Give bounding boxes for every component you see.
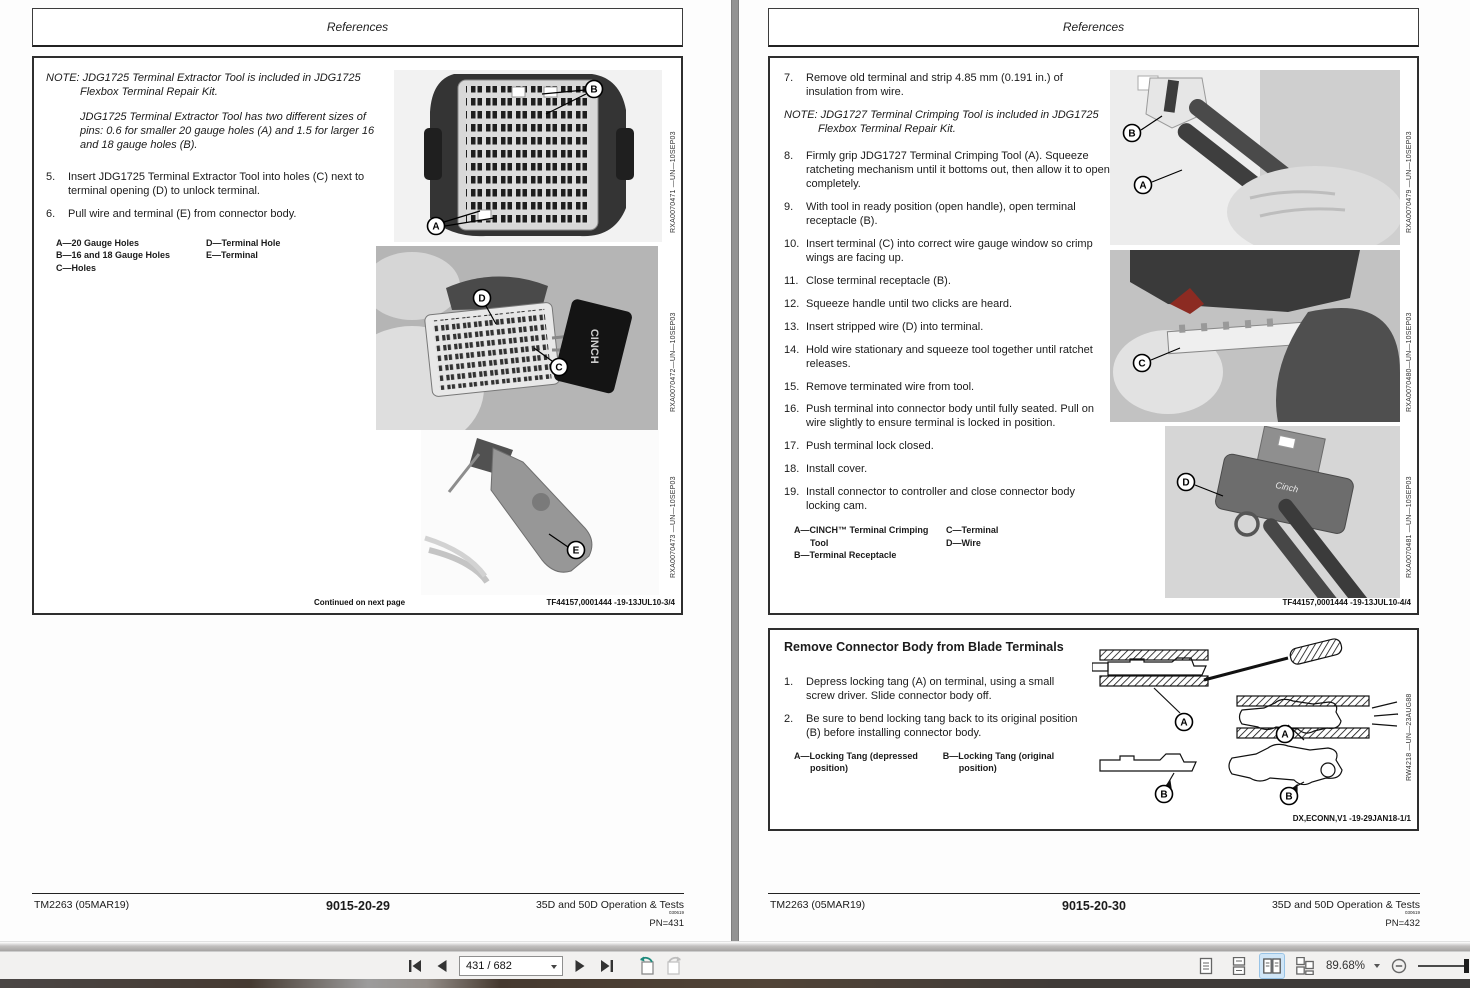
callout-letter: C	[1138, 358, 1146, 370]
list-item	[46, 171, 378, 199]
figure-id-label: RXA0070473 —UN—10SEP03	[670, 476, 677, 578]
photo-brand-text: Cinch	[1274, 479, 1300, 495]
list-item-text: Install connector to controller and close connector body locking cam.	[806, 486, 1076, 513]
legend-entry: B—Locking Tang (original position)	[942, 750, 1055, 774]
figure-caption: TF44157,0001444 -19-13JUL10-4/4	[1282, 598, 1411, 607]
legend-entry: D—Wire	[946, 537, 981, 548]
footer-rule	[768, 893, 1420, 894]
figure-caption-row	[780, 598, 1411, 610]
legend-entry: A—20 Gauge Holes	[56, 237, 140, 248]
right-page-header-box	[768, 8, 1419, 47]
callout-letter: B	[1128, 128, 1136, 140]
list-item-number: 2.	[784, 712, 794, 725]
legend-entry: B—Terminal Receptacle	[794, 550, 897, 561]
blade-terminals-section-box	[768, 628, 1419, 831]
list-item	[784, 275, 1112, 289]
figure-id-label: RXA0070472—UN—10SEP03	[670, 312, 677, 412]
figure-caption-row	[780, 814, 1411, 826]
footer-doc-number: TM2263 (05MAR19)	[34, 899, 130, 911]
list-item-text: Insert stripped wire (D) into terminal.	[806, 320, 984, 333]
note-paragraph: NOTE: JDG1725 Terminal Extractor Tool is included in JDG1725 Flexbox Terminal Repair Kit.	[46, 72, 361, 98]
list-item	[784, 72, 1112, 100]
footer-page-code: 9015-20-29	[326, 899, 390, 913]
zoom-slider[interactable]	[1418, 965, 1466, 967]
next-page-button[interactable]	[570, 955, 590, 977]
list-item	[784, 440, 1112, 454]
previous-page-button[interactable]	[432, 955, 452, 977]
page-number-combo[interactable]	[459, 956, 563, 976]
list-item	[46, 208, 378, 222]
list-item-number: 7.	[784, 72, 794, 84]
legend-entry: C—Terminal	[946, 525, 999, 536]
list-item-number: 6.	[46, 207, 56, 220]
legend-entry: A—Locking Tang (depressed position)	[794, 750, 918, 774]
left-page-header-box	[32, 8, 683, 47]
list-item	[784, 486, 1112, 514]
note-paragraph: NOTE: JDG1727 Terminal Crimping Tool is included in JDG1725 Flexbox Terminal Repair Kit.	[784, 108, 1099, 135]
footer-small-code: 030619	[668, 910, 684, 915]
crimping-tool-grip-photo	[1110, 70, 1400, 245]
legend-column	[206, 237, 366, 275]
footer-doc-number: TM2263 (05MAR19)	[770, 899, 866, 911]
page-navigation-group	[405, 952, 684, 979]
horizontal-scrollbar[interactable]	[0, 941, 1470, 951]
legend-entry: E—Terminal	[206, 250, 258, 261]
note-continuation-paragraph: JDG1725 Terminal Extractor Tool has two different sizes of pins: 0.6 for smaller 20 gauge holes (A) and 1.5 for larger 16 and 18 gauge holes (B).	[80, 110, 375, 151]
list-item-text: Push terminal into connector body until fully seated. Pull on wire slightly to ensure terminal is locked in position.	[806, 403, 1094, 430]
callout-letter: D	[1182, 477, 1190, 489]
figure-id-label: RW4218 —UN—23AUG88	[1406, 693, 1413, 782]
list-item-number: 10.	[784, 237, 800, 250]
section-title: Remove Connector Body from Blade Terminals	[784, 640, 1064, 654]
list-item-number: 8.	[784, 149, 794, 162]
view-zoom-group	[1194, 952, 1468, 979]
list-item	[784, 463, 1112, 477]
footer-title-block	[536, 899, 684, 929]
legend-column	[946, 524, 1076, 562]
legend-entry: D—Terminal Hole	[206, 237, 281, 248]
list-item-number: 15.	[784, 380, 800, 393]
list-item	[784, 201, 1112, 229]
figure-caption: DX,ECONN,V1 -19-29JAN18-1/1	[1292, 814, 1411, 823]
footer-pn: PN=432	[1385, 918, 1420, 929]
crimping-tool-body-photo	[1165, 426, 1400, 598]
list-item-text: Pull wire and terminal (E) from connector body.	[68, 207, 297, 220]
section-text-column	[784, 676, 1084, 775]
connector-pin-face-photo	[394, 70, 662, 242]
callout-letter: B	[590, 84, 598, 96]
footer-title-block	[1272, 899, 1420, 929]
list-item-number: 14.	[784, 343, 800, 356]
footer-manual-title: 35D and 50D Operation & Tests	[535, 899, 684, 911]
list-item-text: Hold wire stationary and squeeze tool together until ratchet releases.	[806, 343, 1093, 370]
list-item	[784, 150, 1112, 192]
list-item	[784, 344, 1112, 372]
list-item-number: 1.	[784, 676, 794, 688]
zoom-slider-handle[interactable]	[1464, 959, 1469, 973]
viewer-toolbar	[0, 951, 1470, 979]
list-item-number: 18.	[784, 463, 800, 476]
list-item-text: Be sure to bend locking tang back to its original position (B) before installing connector body.	[806, 712, 1078, 739]
page-combo-caret-icon[interactable]	[551, 965, 557, 969]
list-item-text: Remove terminated wire from tool.	[806, 380, 975, 393]
callout-letter: A	[1180, 717, 1188, 729]
zoom-dropdown-caret-icon[interactable]	[1374, 964, 1380, 968]
figure-id-label: RXA0070480—UN—10SEP03	[1406, 312, 1413, 412]
figure-id-label: RXA0070479 —UN—10SEP03	[1406, 131, 1413, 233]
list-item-text: Depress locking tang (A) on terminal, using a small screw driver. Slide connector body off.	[806, 676, 1055, 702]
list-item	[784, 298, 1112, 312]
terminal-insert-photo	[1110, 250, 1400, 422]
list-item	[784, 381, 1112, 395]
list-item-text: Firmly grip JDG1727 Terminal Crimping Tool (A). Squeeze ratcheting mechanism until it bottoms out, then allow it to open completely.	[806, 149, 1110, 190]
footer-page-code: 9015-20-30	[1062, 899, 1126, 913]
list-item-text: Squeeze handle until two clicks are heard.	[806, 297, 1013, 310]
callout-legend	[784, 750, 1084, 775]
list-item-number: 12.	[784, 297, 800, 310]
callout-legend	[46, 237, 378, 275]
list-item-number: 13.	[784, 320, 800, 333]
list-item	[784, 676, 1084, 704]
list-item-text: Remove old terminal and strip 4.85 mm (0.191 in.) of insulation from wire.	[806, 72, 1063, 98]
legend-entry: B—16 and 18 Gauge Holes	[56, 250, 171, 261]
list-item	[784, 321, 1112, 335]
right-main-figure-box	[768, 56, 1419, 615]
footer-small-code: 030619	[1404, 910, 1420, 915]
callout-letter: E	[572, 545, 580, 557]
left-main-figure-box	[32, 56, 683, 615]
callout-letter: A	[1281, 729, 1289, 741]
single-page-view-button[interactable]	[1194, 954, 1218, 978]
taskbar-sliver	[0, 979, 1470, 988]
legend-entry: C—Holes	[56, 262, 97, 273]
list-item-number: 19.	[784, 486, 800, 499]
page-number-input[interactable]	[460, 960, 546, 972]
left-text-column	[46, 72, 378, 275]
two-page-view-button[interactable]	[1260, 954, 1284, 978]
list-item-number: 5.	[46, 170, 56, 183]
continuous-view-button[interactable]	[1227, 954, 1251, 978]
list-item-text: Push terminal lock closed.	[806, 440, 934, 453]
list-item	[784, 403, 1112, 431]
callout-letter: D	[478, 293, 486, 305]
zoom-level-label[interactable]: 89.68%	[1325, 959, 1365, 972]
figure-id-label: RXA0070481 —UN—10SEP03	[1406, 476, 1413, 578]
list-item-text: With tool in ready position (open handle), open terminal receptacle (B).	[806, 200, 1076, 227]
page-divider	[731, 0, 739, 941]
legend-column	[794, 750, 943, 775]
zoom-out-button[interactable]	[1389, 955, 1409, 977]
callout-letter: C	[555, 362, 563, 374]
legend-column	[943, 750, 1084, 775]
first-page-button[interactable]	[405, 955, 425, 977]
footer-pn: PN=431	[649, 918, 684, 929]
photo-brand-text: CINCH	[587, 328, 600, 364]
legend-entry: A—CINCH™ Terminal Crimping Tool	[794, 525, 929, 548]
callout-letter: A	[432, 221, 440, 233]
legend-column	[794, 524, 946, 562]
callout-letter: A	[1139, 180, 1147, 192]
figure-caption-row	[44, 598, 675, 610]
callout-letter: B	[1160, 789, 1168, 801]
list-item-text: Insert terminal (C) into correct wire gauge window so crimp wings are facing up.	[806, 237, 1093, 264]
list-item	[784, 238, 1112, 266]
terminal-pull-photo	[421, 430, 659, 595]
footer-rule	[32, 893, 684, 894]
list-item-number: 16.	[784, 403, 800, 416]
right-text-column	[784, 72, 1112, 562]
continued-note: Continued on next page	[313, 598, 406, 607]
list-item	[784, 713, 1084, 741]
figure-id-label: RXA0070471 —UN—10SEP03	[670, 131, 677, 233]
two-page-continuous-view-button[interactable]	[1293, 954, 1317, 978]
callout-legend	[784, 524, 1112, 562]
list-item-number: 9.	[784, 200, 794, 213]
legend-column	[56, 237, 206, 275]
connector-unlock-photo	[376, 246, 658, 430]
footer-manual-title: 35D and 50D Operation & Tests	[1271, 899, 1420, 911]
list-item-text: Insert JDG1725 Terminal Extractor Tool into holes (C) next to terminal opening (D) to unlock terminal.	[68, 170, 365, 197]
right-page-header-title: References	[1062, 20, 1125, 34]
rotate-clockwise-button[interactable]	[664, 955, 684, 977]
list-item-text: Install cover.	[806, 463, 868, 476]
left-page-header-title: References	[326, 20, 389, 34]
rotate-counterclockwise-button[interactable]	[637, 955, 657, 977]
blade-terminal-diagram	[1092, 636, 1400, 819]
last-page-button[interactable]	[597, 955, 617, 977]
list-item-number: 11.	[784, 274, 799, 287]
figure-caption: TF44157,0001444 -19-13JUL10-3/4	[546, 598, 675, 607]
list-item-text: Close terminal receptacle (B).	[806, 274, 951, 287]
callout-letter: B	[1285, 791, 1293, 803]
list-item-number: 17.	[784, 440, 800, 453]
